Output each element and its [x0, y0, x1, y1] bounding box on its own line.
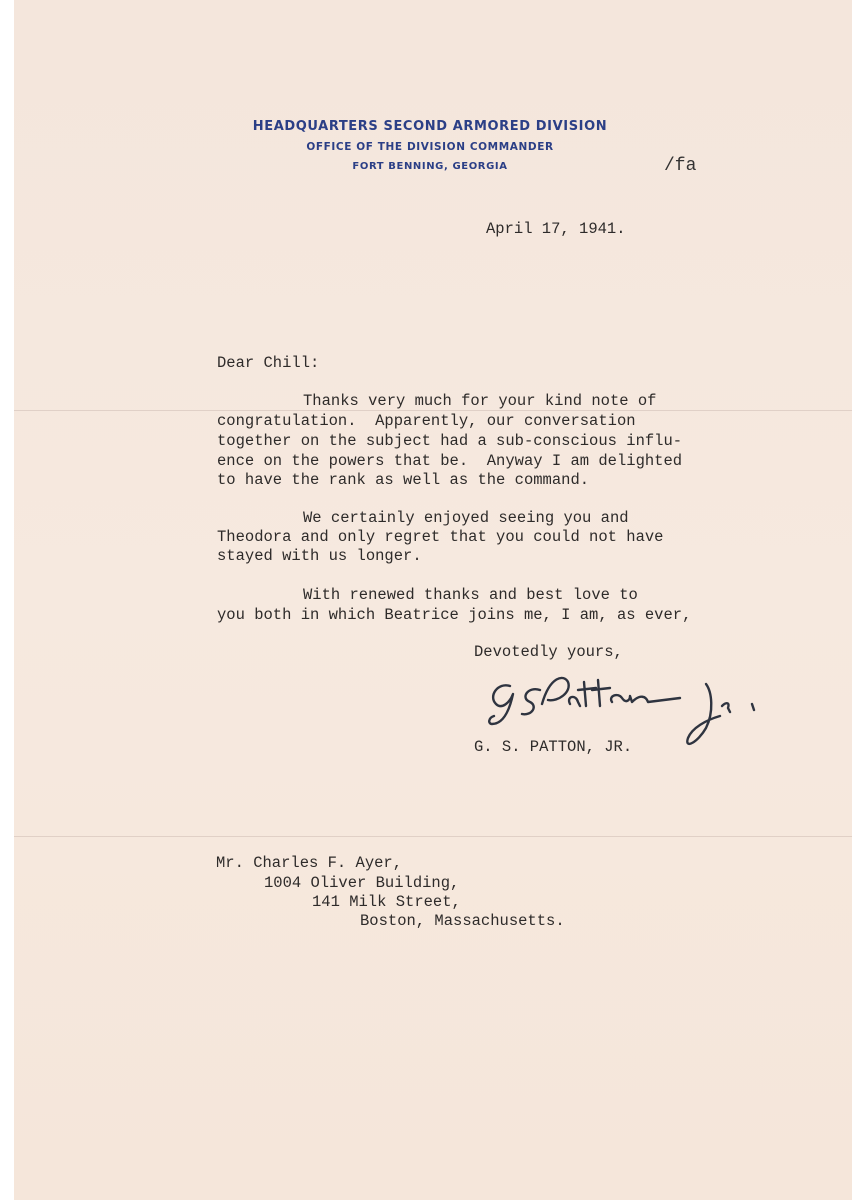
signature-text: G. S. Patton, Jr. [480, 668, 487, 669]
paragraph2-line: We certainly enjoyed seeing you and [303, 509, 629, 527]
signer-name: G. S. PATTON, JR. [474, 738, 633, 756]
address-line: 1004 Oliver Building, [264, 874, 460, 892]
closing: Devotedly yours, [474, 643, 623, 661]
letter-date: April 17, 1941. [486, 220, 626, 238]
paragraph1-line: ence on the powers that be. Anyway I am delighted [217, 452, 683, 470]
address-line: Mr. Charles F. Ayer, [216, 854, 403, 872]
paragraph1-line: to have the rank as well as the command. [217, 471, 590, 489]
address-line: Boston, Massachusetts. [360, 912, 565, 930]
paragraph2-line: stayed with us longer. [217, 547, 422, 565]
paragraph3-line: With renewed thanks and best love to [303, 586, 638, 604]
paragraph1-line: together on the subject had a sub-conscious influ- [217, 432, 683, 450]
fold-line-lower [14, 836, 852, 837]
letterhead-location: FORT BENNING, GEORGIA [352, 161, 508, 172]
address-line: 141 Milk Street, [312, 893, 461, 911]
paragraph2-line: Theodora and only regret that you could not have [217, 528, 664, 546]
letterhead-office: OFFICE OF THE DIVISION COMMANDER [306, 141, 554, 153]
reference-initials: /fa [664, 156, 697, 176]
salutation: Dear Chill: [217, 354, 320, 372]
paragraph1-line: congratulation. Apparently, our conversation [217, 412, 636, 430]
paragraph1-line: Thanks very much for your kind note of [303, 392, 657, 410]
letterhead-title: HEADQUARTERS SECOND ARMORED DIVISION [252, 119, 608, 134]
paragraph3-line: you both in which Beatrice joins me, I am, as ever, [217, 606, 692, 624]
